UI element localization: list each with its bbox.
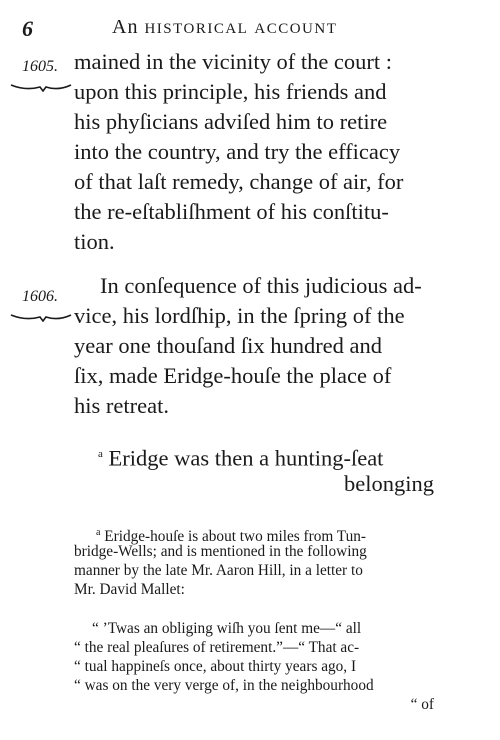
- text-line: In conſequence of this judicious ad-: [100, 273, 422, 298]
- catchword: belonging: [344, 471, 434, 496]
- margin-brace-icon: [10, 82, 72, 92]
- text-line: [98, 440, 383, 473]
- text-line-content: Eridge was then a hunting-ſeat: [108, 445, 384, 471]
- text-line: of that laſt remedy, change of air, for: [74, 169, 404, 194]
- text-line: year one thouſand ſix hundred and: [74, 333, 383, 358]
- text-line: upon this principle, his friends and: [74, 79, 387, 104]
- text-line: his retreat.: [74, 393, 169, 418]
- text-line: vice, his lordſhip, in the ſpring of the: [74, 303, 405, 328]
- page-number: 6: [22, 16, 33, 41]
- running-head-account: ACCOUNT: [254, 21, 338, 37]
- footnote-line: bridge-Wells; and is mentioned in the following: [74, 543, 367, 560]
- text-line: ſix, made Eridge-houſe the place of: [74, 363, 392, 388]
- text-line: mained in the vicinity of the court :: [74, 49, 393, 74]
- margin-year-1606: 1606.: [22, 288, 58, 305]
- footnote-line: Mr. David Mallet:: [74, 581, 185, 598]
- running-head-an: An: [112, 16, 139, 38]
- footnote-line: manner by the late Mr. Aaron Hill, in a letter to: [74, 562, 363, 579]
- quote-line: “ tual happineſs once, about thirty years ago, I: [74, 658, 357, 675]
- quote-line: “ ’Twas an obliging wiſh you ſent me—“ all: [92, 620, 362, 637]
- footnote-marker: a: [96, 527, 101, 538]
- quote-catchword: “ of: [410, 696, 434, 713]
- text-line: into the country, and try the efficacy: [74, 139, 401, 164]
- footnote-ref: a: [98, 448, 103, 460]
- text-line: tion.: [74, 229, 115, 254]
- text-line: the re-eſtabliſhment of his conſtitu-: [74, 199, 389, 224]
- running-head-historical: HISTORICAL: [144, 21, 249, 37]
- margin-brace-icon: [10, 312, 72, 322]
- quote-line: “ the real pleaſures of retirement.”—“ That ac-: [74, 639, 360, 656]
- margin-year-1605: 1605.: [22, 58, 58, 75]
- footnote-line-content: Eridge-houſe is about two miles from Tun-: [104, 528, 367, 546]
- text-line: his phyſicians adviſed him to retire: [74, 109, 388, 134]
- quote-line: “ was on the very verge of, in the neighbourhood: [74, 677, 374, 694]
- running-head: [112, 16, 337, 39]
